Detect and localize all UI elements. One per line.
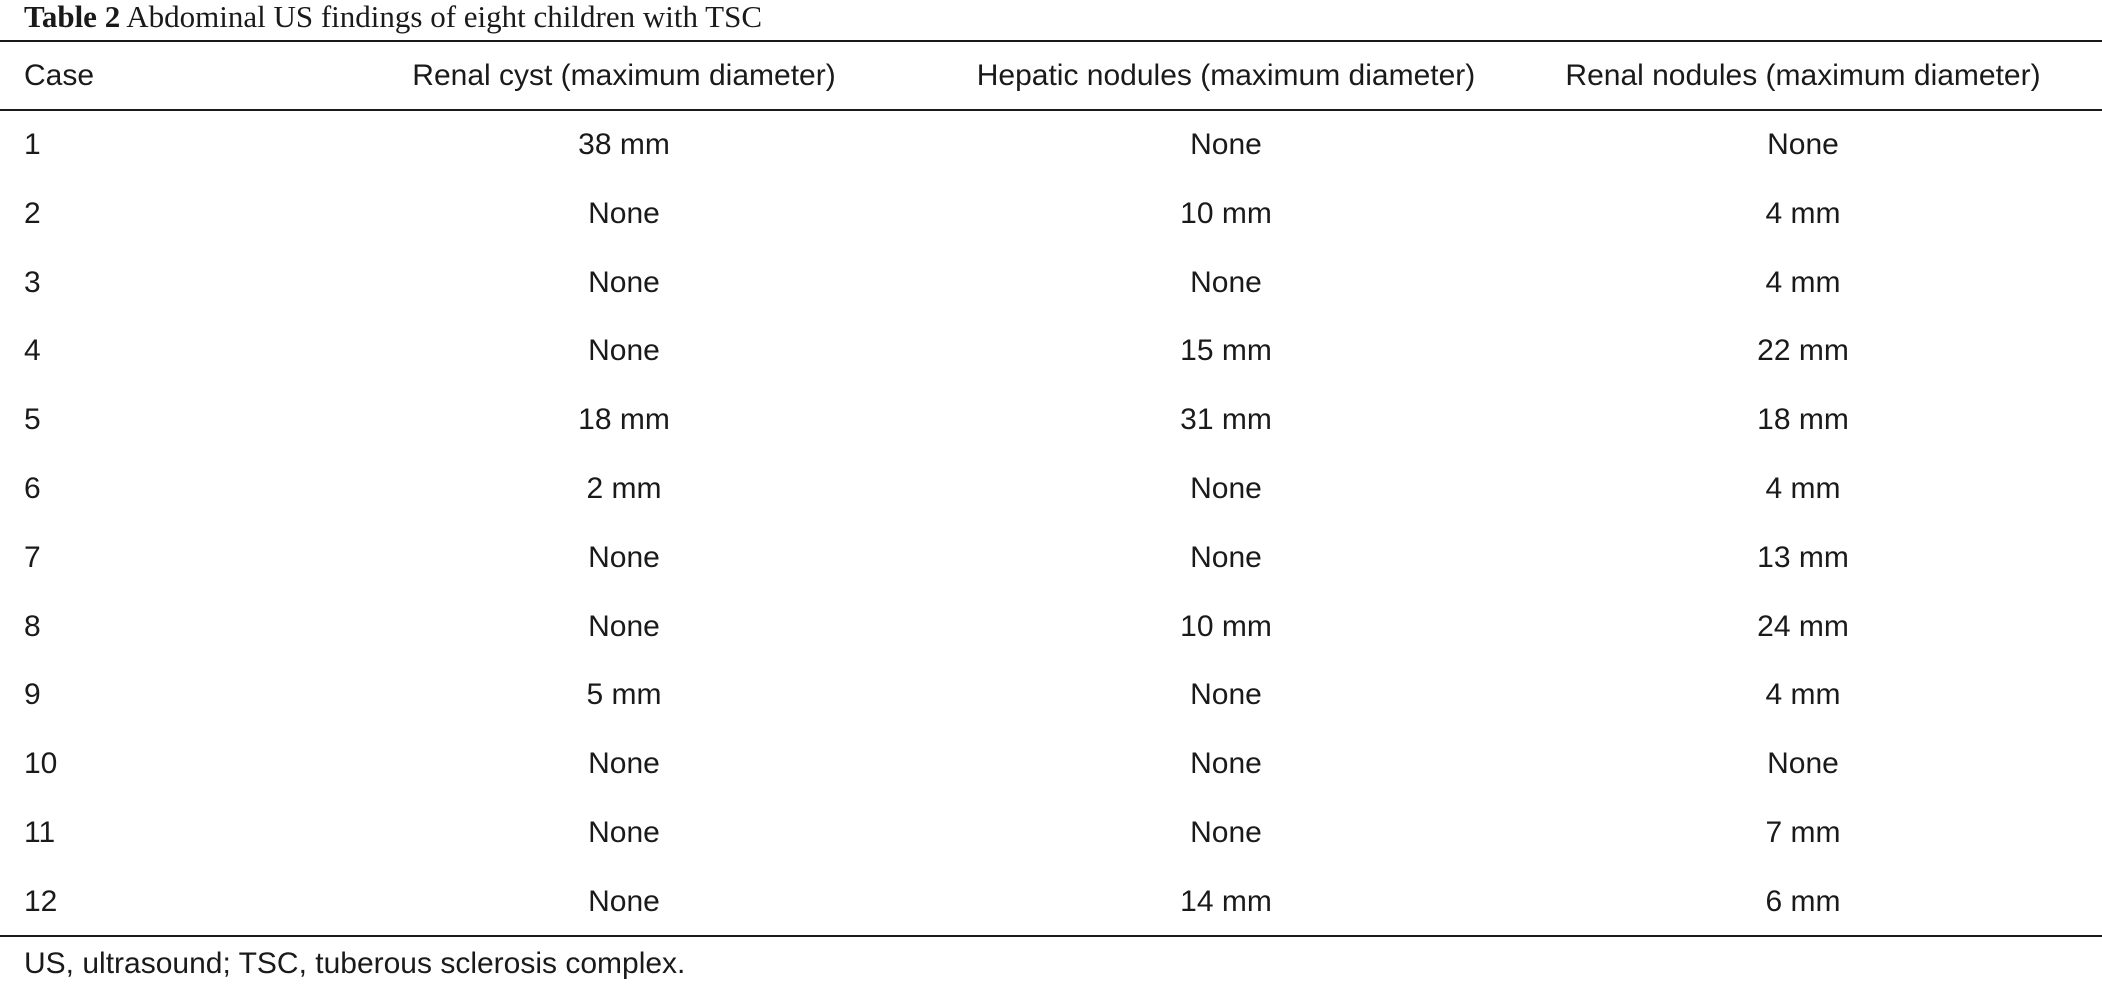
table-row (0, 661, 2102, 730)
case-cell: 1 (24, 128, 41, 161)
case-cell: 6 (24, 471, 41, 505)
table-label: Table 2 (24, 0, 121, 34)
table-row (0, 455, 2102, 524)
case-cell: 8 (24, 609, 41, 643)
case-cell: 10 (24, 747, 58, 781)
case-cell: 2 (24, 196, 41, 230)
renal-nodules-cell: 7 mm (1765, 815, 1841, 849)
table-row (0, 799, 2102, 868)
hepatic-nodules-cell: 14 mm (1180, 884, 1272, 918)
hepatic-nodules-cell: 10 mm (1180, 609, 1272, 643)
renal-cyst-cell: None (588, 196, 660, 230)
table-title: Abdominal US findings of eight children with TSC (126, 0, 763, 34)
table-row (0, 868, 2102, 937)
table-row (0, 249, 2102, 318)
renal-nodules-cell: 22 mm (1757, 334, 1849, 368)
hepatic-nodules-cell: None (1190, 471, 1262, 505)
case-cell: 4 (24, 334, 41, 368)
hepatic-nodules-cell: None (1190, 747, 1262, 781)
renal-cyst-cell: None (588, 609, 660, 643)
table-row (0, 593, 2102, 662)
column-header-renal-cyst: Renal cyst (maximum diameter) (412, 59, 836, 92)
table-caption (24, 0, 762, 40)
table-footnote: US, ultrasound; TSC, tuberous sclerosis complex. (24, 947, 686, 980)
case-cell: 12 (24, 884, 58, 918)
column-header-hepatic-nodules: Hepatic nodules (maximum diameter) (976, 59, 1476, 92)
table-row (0, 730, 2102, 799)
renal-nodules-cell: 4 mm (1765, 196, 1841, 230)
hepatic-nodules-cell: None (1190, 128, 1262, 161)
table-row (0, 317, 2102, 386)
renal-nodules-cell: 13 mm (1757, 540, 1849, 574)
renal-cyst-cell: 18 mm (578, 403, 670, 437)
renal-nodules-cell: 4 mm (1765, 265, 1841, 299)
table-row (0, 180, 2102, 249)
table-row (0, 524, 2102, 593)
renal-nodules-cell: 4 mm (1765, 471, 1841, 505)
renal-cyst-cell: 38 mm (578, 128, 670, 161)
renal-cyst-cell: None (588, 884, 660, 918)
hepatic-nodules-cell: 31 mm (1180, 403, 1272, 437)
renal-cyst-cell: 5 mm (586, 678, 662, 712)
renal-nodules-cell: 4 mm (1765, 678, 1841, 712)
renal-cyst-cell: 2 mm (586, 471, 662, 505)
renal-nodules-cell: None (1767, 747, 1839, 781)
case-cell: 3 (24, 265, 41, 299)
renal-nodules-cell: 24 mm (1757, 609, 1849, 643)
hepatic-nodules-cell: None (1190, 678, 1262, 712)
renal-nodules-cell: 18 mm (1757, 403, 1849, 437)
renal-cyst-cell: None (588, 334, 660, 368)
case-cell: 7 (24, 540, 41, 574)
column-header-case: Case (24, 59, 95, 92)
column-header-renal-nodules: Renal nodules (maximum diameter) (1565, 59, 2041, 92)
hepatic-nodules-cell: None (1190, 815, 1262, 849)
renal-cyst-cell: None (588, 265, 660, 299)
header-row (0, 42, 2102, 109)
renal-nodules-cell: 6 mm (1765, 884, 1841, 918)
hepatic-nodules-cell: None (1190, 265, 1262, 299)
renal-cyst-cell: None (588, 540, 660, 574)
renal-nodules-cell: None (1767, 128, 1839, 161)
hepatic-nodules-cell: 15 mm (1180, 334, 1272, 368)
hepatic-nodules-cell: 10 mm (1180, 196, 1272, 230)
table-row (0, 386, 2102, 455)
hepatic-nodules-cell: None (1190, 540, 1262, 574)
findings-table (0, 42, 2102, 937)
renal-cyst-cell: None (588, 747, 660, 781)
case-cell: 9 (24, 678, 41, 712)
renal-cyst-cell: None (588, 815, 660, 849)
case-cell: 11 (24, 815, 56, 849)
table-row (0, 111, 2102, 180)
case-cell: 5 (24, 403, 41, 437)
